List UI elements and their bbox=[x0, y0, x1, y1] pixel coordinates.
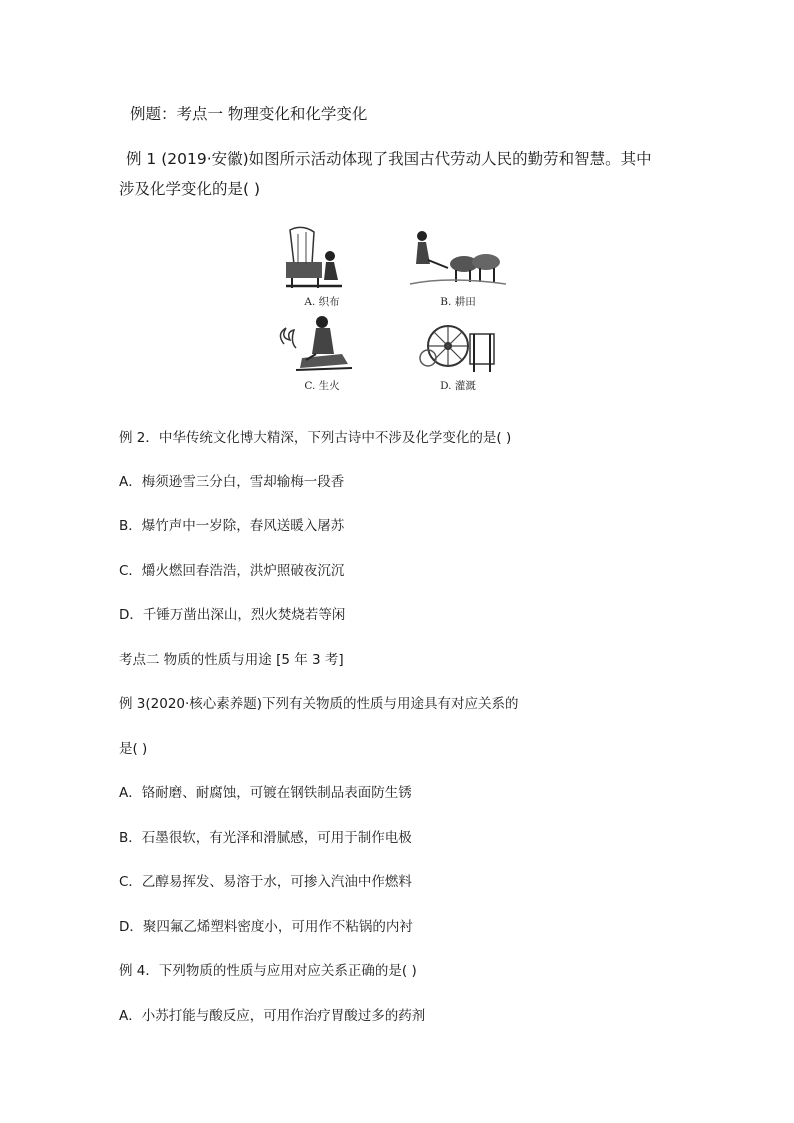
figure-caption-c: C. 生火 bbox=[304, 380, 340, 392]
figure-caption-b: B. 耕田 bbox=[440, 296, 476, 308]
example2-question: 例 2．中华传统文化博大精深，下列古诗中不涉及化学变化的是( ) bbox=[119, 430, 512, 446]
example1-question-line2: 涉及化学变化的是( ) bbox=[119, 180, 261, 198]
example3-option-c: C．乙醇易挥发、易溶于水，可掺入汽油中作燃料 bbox=[119, 874, 412, 890]
section2-heading: 考点二 物质的性质与用途 [5 年 3 考] bbox=[119, 652, 344, 668]
example3-option-b: B．石墨很软，有光泽和滑腻感，可用于制作电极 bbox=[119, 830, 412, 846]
example2-option-a: A．梅须逊雪三分白，雪却输梅一段香 bbox=[119, 474, 345, 490]
example3-option-a: A．铬耐磨、耐腐蚀，可镀在钢铁制品表面防生锈 bbox=[119, 785, 412, 801]
figure-caption-d: D. 灌溉 bbox=[440, 380, 476, 392]
example1-figure bbox=[268, 222, 512, 396]
example2-option-b: B．爆竹声中一岁除，春风送暖入屠苏 bbox=[119, 518, 345, 534]
weaving-loom-icon bbox=[272, 224, 372, 304]
section1-heading: 例题：考点一 物理变化和化学变化 bbox=[130, 105, 368, 123]
figure-caption-a: A. 织布 bbox=[304, 296, 340, 308]
example1-question-line1: 例 1 (2019·安徽)如图所示活动体现了我国古代劳动人民的勤劳和智慧。其中 bbox=[126, 150, 652, 168]
example2-option-d: D．千锤万凿出深山，烈火焚烧若等闲 bbox=[119, 607, 346, 623]
example3-question-line1: 例 3(2020·核心素养题)下列有关物质的性质与用途具有对应关系的 bbox=[119, 696, 519, 712]
example4-option-a: A．小苏打能与酸反应，可用作治疗胃酸过多的药剂 bbox=[119, 1008, 426, 1024]
example2-option-c: C．爝火燃回春浩浩，洪炉照破夜沉沉 bbox=[119, 563, 345, 579]
example4-question: 例 4．下列物质的性质与应用对应关系正确的是( ) bbox=[119, 963, 417, 979]
ox-plowing-icon bbox=[408, 224, 508, 304]
example3-option-d: D．聚四氟乙烯塑料密度小，可用作不粘锅的内衬 bbox=[119, 919, 413, 935]
example3-question-line2: 是( ) bbox=[119, 741, 148, 757]
